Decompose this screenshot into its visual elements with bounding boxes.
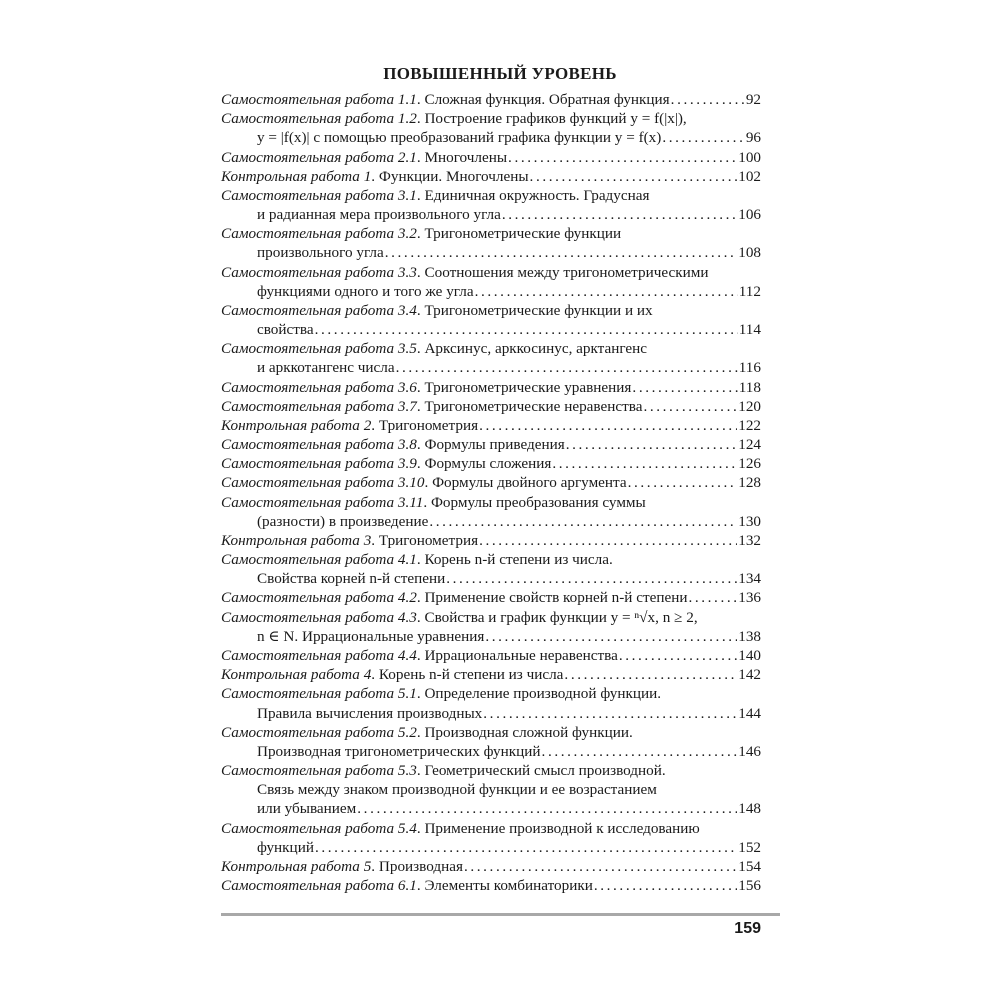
toc-entry <box>221 397 761 416</box>
toc-entry-title: Функции. Многочлены <box>378 167 529 185</box>
toc-line: Самостоятельная работа 5.2. Производная сложной функции. <box>221 723 633 741</box>
toc-entry-kind: Самостоятельная работа 3.3 <box>221 263 417 281</box>
toc-entry-kind: Контрольная работа 1 <box>221 167 372 185</box>
toc-page-number: 114 <box>738 321 761 339</box>
toc-entry-title: Корень n-й степени из числа. <box>424 551 613 569</box>
dot-leader <box>446 569 737 588</box>
toc-entry-title: функциями одного и того же угла <box>257 282 474 300</box>
dot-leader <box>530 167 738 186</box>
toc-entry-title: Соотношения между тригонометрическими <box>424 263 709 281</box>
toc-entry-title: (разности) в произведение <box>257 512 429 530</box>
toc-entry-kind: Самостоятельная работа 2.1 <box>221 148 417 166</box>
toc-entry-title: Правила вычисления производных <box>257 704 483 722</box>
toc-line: Самостоятельная работа 3.8. Формулы приведения . . . 124 <box>221 435 761 454</box>
toc-entry-kind: Самостоятельная работа 4.1 <box>221 551 417 569</box>
toc-entry-title: Свойства и график функции y = ⁿ√x, n ≥ 2, <box>424 608 698 626</box>
toc-entry-kind: Самостоятельная работа 4.2 <box>221 589 417 607</box>
dot-leader <box>662 128 744 147</box>
toc-line <box>221 799 761 818</box>
toc-page-number: 144 <box>738 704 761 722</box>
toc-entry-title: Тригонометрические уравнения <box>424 378 632 396</box>
toc-page-number: 148 <box>738 800 761 818</box>
toc-entry-title: или убыванием <box>257 800 357 818</box>
toc-line: Самостоятельная работа 3.2. Тригонометрические функции <box>221 225 622 243</box>
dot-leader <box>643 397 737 416</box>
toc-entry <box>221 550 761 588</box>
footer-rule <box>221 913 780 916</box>
toc-line: Самостоятельная работа 5.1. Определение производной функции. <box>221 685 662 703</box>
toc-entry-title: Тригонометрические функции <box>424 225 622 243</box>
toc-page-number: 138 <box>738 627 761 645</box>
toc-line <box>221 838 761 857</box>
toc-line <box>221 780 761 799</box>
dot-leader <box>671 90 745 109</box>
toc-page-number: 108 <box>738 244 761 262</box>
dot-leader <box>688 588 737 607</box>
toc-line <box>221 128 761 147</box>
toc-line: Самостоятельная работа 1.2. Построение графиков функций y = f(|x|), <box>221 110 687 128</box>
toc-entry <box>221 339 761 377</box>
toc-entry <box>221 684 761 722</box>
toc-entry <box>221 435 761 454</box>
dot-leader <box>475 282 738 301</box>
toc-entry <box>221 301 761 339</box>
toc-entry-title: Арксинус, арккосинус, арктангенс <box>424 340 648 358</box>
toc-line: Самостоятельная работа 3.4. Тригонометрические функции и их <box>221 301 653 319</box>
toc-entry-kind: Самостоятельная работа 1.2 <box>221 110 417 128</box>
toc-entry <box>221 473 761 492</box>
toc-entry-kind: Самостоятельная работа 3.8 <box>221 436 417 454</box>
toc-page-number: 120 <box>738 397 761 415</box>
toc-entry-title: Тригонометрия <box>378 531 479 549</box>
dot-leader <box>564 665 737 684</box>
toc-line <box>221 243 761 262</box>
toc-entry-kind: Самостоятельная работа 4.4 <box>221 646 417 664</box>
toc-entry-title: Формулы приведения <box>424 436 565 454</box>
toc-entry <box>221 608 761 646</box>
toc-page-number: 122 <box>738 416 761 434</box>
dot-leader <box>464 857 737 876</box>
toc-page-number: 128 <box>738 474 761 492</box>
toc-entry-title: Производная <box>378 857 463 875</box>
toc-entry <box>221 646 761 665</box>
toc-entry-kind: Контрольная работа 2 <box>221 416 372 434</box>
toc-line: Самостоятельная работа 1.1. Сложная функция. Обратная функция . . . 92 <box>221 90 761 109</box>
dot-leader <box>566 435 737 454</box>
toc-entry-title: y = |f(x)| с помощью преобразований графика функции y = f(x) <box>257 129 662 147</box>
toc-entry-title: Тригонометрические функции и их <box>424 301 653 319</box>
toc-line: Самостоятельная работа 4.2. Применение свойств корней n-й степени . . . 136 <box>221 588 761 607</box>
dot-leader <box>429 512 737 531</box>
toc-entry <box>221 167 761 186</box>
toc-entry <box>221 761 761 819</box>
toc-entry-title: и радианная мера произвольного угла <box>257 206 501 224</box>
dot-leader <box>479 531 737 550</box>
dot-leader <box>483 704 737 723</box>
toc-entry <box>221 665 761 684</box>
toc-entry-title: Формулы двойного аргумента <box>432 474 627 492</box>
dot-leader <box>315 838 737 857</box>
toc-entry-title: Определение производной функции. <box>424 685 662 703</box>
toc-page-number: 130 <box>738 512 761 530</box>
toc-entry-kind: Самостоятельная работа 3.1 <box>221 186 417 204</box>
toc-entry-kind: Самостоятельная работа 3.6 <box>221 378 417 396</box>
toc-entry-title: Единичная окружность. Градусная <box>424 186 650 204</box>
toc-page-number: 136 <box>738 589 761 607</box>
toc-entry-title: Многочлены <box>424 148 508 166</box>
toc-entry-title: произвольного угла <box>257 244 384 262</box>
toc-page-number: 124 <box>738 436 761 454</box>
toc-line <box>221 742 761 761</box>
toc-entry-title: Геометрический смысл производной. <box>424 762 666 780</box>
toc-page-number: 132 <box>738 531 761 549</box>
toc-entry-kind: Самостоятельная работа 3.11 <box>221 493 424 511</box>
toc-entry-kind: Контрольная работа 3 <box>221 531 372 549</box>
toc-page-number: 112 <box>738 282 761 300</box>
toc-page-number: 156 <box>738 877 761 895</box>
toc-entry-title: Производная сложной функции. <box>424 723 633 741</box>
dot-leader <box>315 320 738 339</box>
toc-entry-title: Связь между знаком производной функции и ее возрастанием <box>257 781 657 799</box>
toc-page-number: 152 <box>738 838 761 856</box>
toc-entry-kind: Самостоятельная работа 3.2 <box>221 225 417 243</box>
toc-entry-title: и арккотангенс числа <box>257 359 395 377</box>
dot-leader <box>396 358 738 377</box>
toc-page-number: 92 <box>745 91 761 108</box>
toc-entry-title: Применение свойств корней n-й степени <box>424 589 688 607</box>
toc-page-number: 106 <box>738 206 761 224</box>
toc-entry <box>221 416 761 435</box>
toc-entry-title: Иррациональные неравенства <box>424 646 618 664</box>
toc-entry-kind: Самостоятельная работа 5.4 <box>221 819 417 837</box>
toc-line: Самостоятельная работа 2.1. Многочлены . . . 100 <box>221 148 761 167</box>
toc-entry-title: Построение графиков функций y = f(|x|), <box>424 110 687 128</box>
toc-entry <box>221 186 761 224</box>
dot-leader <box>594 876 737 895</box>
toc-entry <box>221 588 761 607</box>
toc-line: Контрольная работа 2. Тригонометрия . . . 122 <box>221 416 761 435</box>
toc-line: Самостоятельная работа 3.6. Тригонометрические уравнения . . . 118 <box>221 378 761 397</box>
toc-entry-kind: Самостоятельная работа 3.5 <box>221 340 417 358</box>
toc-line <box>221 320 761 339</box>
toc-page-number: 116 <box>738 359 761 377</box>
toc-page-number: 134 <box>738 570 761 588</box>
toc-line <box>221 627 761 646</box>
toc-page-number: 142 <box>738 666 761 684</box>
toc-entry-kind: Контрольная работа 4 <box>221 666 372 684</box>
dot-leader <box>479 416 737 435</box>
toc-entry-kind: Самостоятельная работа 3.7 <box>221 397 417 415</box>
toc-entry <box>221 857 761 876</box>
toc-page-number: 118 <box>738 378 761 396</box>
dot-leader <box>357 799 737 818</box>
toc-line: Самостоятельная работа 4.1. Корень n-й степени из числа. <box>221 551 613 569</box>
toc-entry-title: свойства <box>257 321 314 339</box>
toc-entry <box>221 819 761 857</box>
toc-line <box>221 569 761 588</box>
toc-page-number: 100 <box>738 148 761 166</box>
toc-entry-kind: Самостоятельная работа 4.3 <box>221 608 417 626</box>
dot-leader <box>632 378 737 397</box>
toc-entry-kind: Самостоятельная работа 3.10 <box>221 474 425 492</box>
toc-entry-title: Корень n-й степени из числа <box>378 666 564 684</box>
toc-entry-title: функций <box>257 838 314 856</box>
toc-line <box>221 282 761 301</box>
toc-entry <box>221 723 761 761</box>
toc-entry <box>221 263 761 301</box>
toc-page-number: 140 <box>738 646 761 664</box>
toc-entry-title: Формулы преобразования суммы <box>430 493 646 511</box>
toc-line <box>221 358 761 377</box>
toc-line: Самостоятельная работа 4.3. Свойства и график функции y = ⁿ√x, n ≥ 2, <box>221 608 698 626</box>
toc-entry-title: Формулы сложения <box>424 455 552 473</box>
table-of-contents <box>221 90 761 895</box>
toc-page-number: 126 <box>738 455 761 473</box>
toc-entry-title: Производная тригонометрических функций <box>257 742 541 760</box>
toc-line: Самостоятельная работа 3.3. Соотношения между тригонометрическими <box>221 263 709 281</box>
toc-entry-title: Применение производной к исследованию <box>424 819 700 837</box>
toc-entry <box>221 148 761 167</box>
dot-leader <box>485 627 737 646</box>
toc-entry-title: Элементы комбинаторики <box>424 877 593 895</box>
toc-line: Самостоятельная работа 6.1. Элементы комбинаторики . . . 156 <box>221 876 761 895</box>
toc-entry-kind: Самостоятельная работа 1.1 <box>221 91 417 108</box>
toc-line: Самостоятельная работа 5.3. Геометрический смысл производной. <box>221 762 666 780</box>
toc-page-number: 154 <box>738 857 761 875</box>
dot-leader <box>619 646 737 665</box>
toc-entry <box>221 109 761 147</box>
toc-line: Контрольная работа 5. Производная . . . 154 <box>221 857 761 876</box>
toc-line: Контрольная работа 1. Функции. Многочлены . . . 102 <box>221 167 761 186</box>
section-heading: ПОВЫШЕННЫЙ УРОВЕНЬ <box>383 64 617 83</box>
toc-line <box>221 704 761 723</box>
toc-line: Контрольная работа 4. Корень n-й степени из числа . . . 142 <box>221 665 761 684</box>
toc-line: Самостоятельная работа 3.10. Формулы двойного аргумента . . . 128 <box>221 473 761 492</box>
toc-line <box>221 205 761 224</box>
toc-entry-kind: Самостоятельная работа 3.9 <box>221 455 417 473</box>
toc-entry-title: n ∈ N. Иррациональные уравнения <box>257 627 485 645</box>
toc-entry-title: Сложная функция. Обратная функция <box>424 91 670 108</box>
toc-entry <box>221 224 761 262</box>
toc-page-number: 96 <box>745 129 761 147</box>
toc-page-number: 146 <box>738 742 761 760</box>
toc-entry-title: Тригонометрические неравенства <box>424 397 643 415</box>
toc-line: Самостоятельная работа 3.7. Тригонометрические неравенства . . . 120 <box>221 397 761 416</box>
toc-entry <box>221 454 761 473</box>
toc-entry-kind: Самостоятельная работа 5.3 <box>221 762 417 780</box>
toc-entry-title: Свойства корней n-й степени <box>257 570 446 588</box>
dot-leader <box>552 454 737 473</box>
toc-line: Контрольная работа 3. Тригонометрия . . . 132 <box>221 531 761 550</box>
toc-entry <box>221 531 761 550</box>
toc-entry <box>221 876 761 895</box>
toc-entry-kind: Самостоятельная работа 5.2 <box>221 723 417 741</box>
dot-leader <box>508 148 737 167</box>
toc-entry-kind: Самостоятельная работа 5.1 <box>221 685 417 703</box>
toc-entry <box>221 90 761 109</box>
toc-line: Самостоятельная работа 3.9. Формулы сложения . . . 126 <box>221 454 761 473</box>
dot-leader <box>385 243 737 262</box>
toc-entry <box>221 493 761 531</box>
dot-leader <box>628 473 738 492</box>
toc-entry-title: Тригонометрия <box>378 416 479 434</box>
toc-entry <box>221 378 761 397</box>
toc-line: Самостоятельная работа 3.5. Арксинус, арккосинус, арктангенс <box>221 340 648 358</box>
toc-line: Самостоятельная работа 3.1. Единичная окружность. Градусная <box>221 186 650 204</box>
toc-line <box>221 512 761 531</box>
toc-page-number: 102 <box>738 167 761 185</box>
toc-line: Самостоятельная работа 5.4. Применение производной к исследованию <box>221 819 700 837</box>
toc-line: Самостоятельная работа 3.11. Формулы преобразования суммы <box>221 493 646 511</box>
toc-entry-kind: Контрольная работа 5 <box>221 857 372 875</box>
dot-leader <box>542 742 738 761</box>
page-number: 159 <box>734 920 761 937</box>
dot-leader <box>502 205 737 224</box>
toc-entry-kind: Самостоятельная работа 6.1 <box>221 877 417 895</box>
toc-line: Самостоятельная работа 4.4. Иррациональные неравенства . . . 140 <box>221 646 761 665</box>
toc-entry-kind: Самостоятельная работа 3.4 <box>221 301 417 319</box>
